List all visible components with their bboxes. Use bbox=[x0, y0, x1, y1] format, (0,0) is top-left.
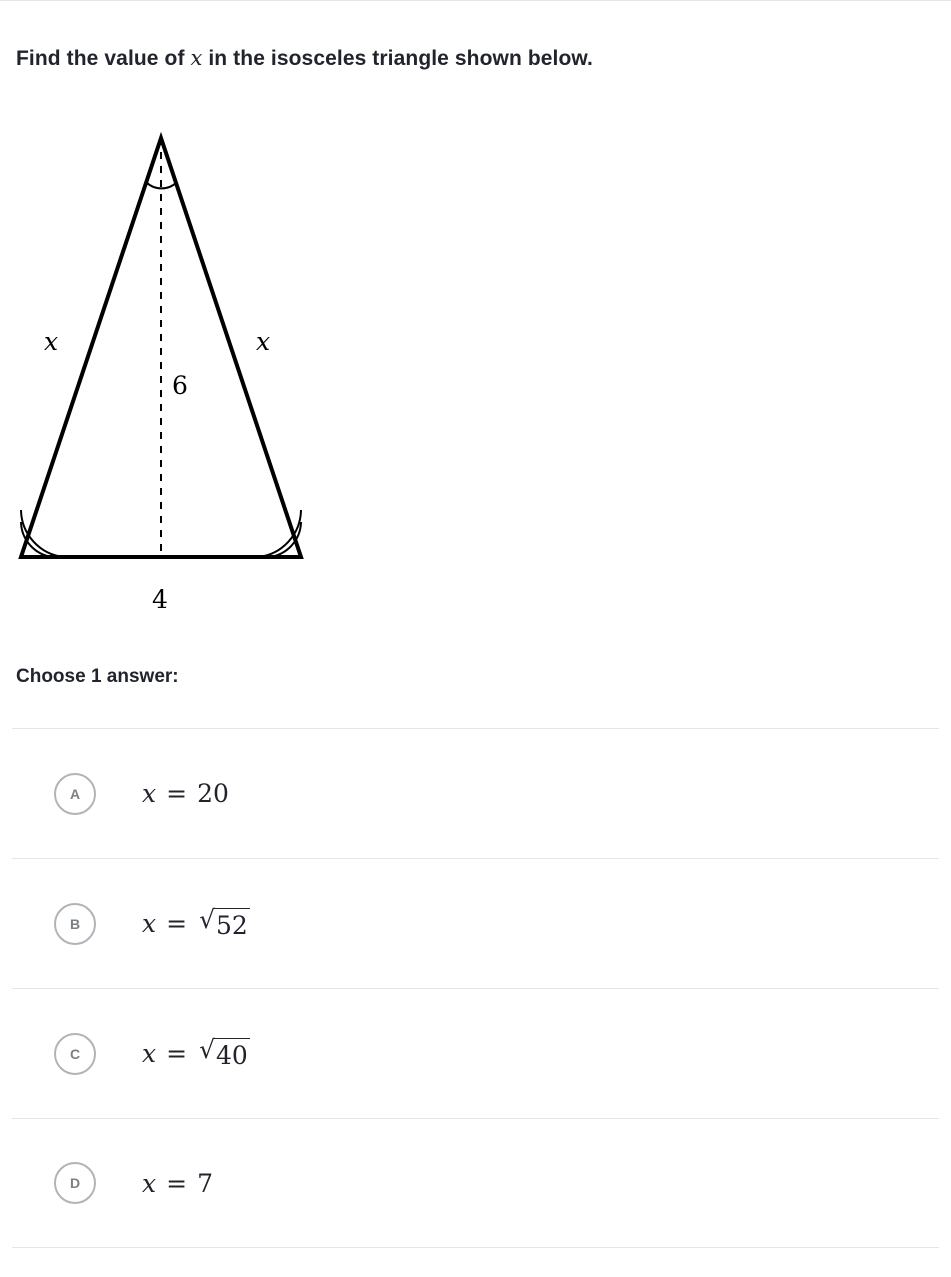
answer-b-value: 52 bbox=[215, 908, 250, 940]
answer-bubble-b[interactable]: B bbox=[54, 903, 96, 945]
triangle-diagram-svg bbox=[0, 120, 420, 620]
answer-a-equals: = bbox=[166, 779, 188, 808]
answer-c-variable: x bbox=[142, 1039, 157, 1068]
question-prompt-variable: x bbox=[190, 46, 203, 70]
choose-answer-label: Choose 1 answer: bbox=[16, 666, 179, 687]
answer-b-radical bbox=[199, 907, 250, 940]
answer-d-equals: = bbox=[166, 1168, 188, 1198]
answer-choice-d[interactable] bbox=[12, 1118, 939, 1248]
answer-choices-list bbox=[12, 728, 939, 1248]
answer-text-b bbox=[142, 907, 250, 940]
answer-bubble-d[interactable]: D bbox=[54, 1162, 96, 1204]
right-base-angle-arc-outer-icon bbox=[258, 510, 301, 557]
left-base-angle-arc-outer-icon bbox=[21, 510, 64, 557]
answer-a-value: 20 bbox=[197, 779, 229, 808]
answer-text-c bbox=[142, 1037, 250, 1070]
right-side-label: x bbox=[256, 327, 271, 356]
answer-b-equals: = bbox=[166, 909, 188, 938]
triangle-figure bbox=[0, 120, 420, 620]
left-side-label: x bbox=[44, 327, 59, 356]
answer-bubble-a[interactable]: A bbox=[54, 773, 96, 815]
answer-choice-b[interactable] bbox=[12, 858, 939, 988]
base-label: 4 bbox=[152, 585, 168, 614]
top-divider bbox=[0, 0, 951, 1]
answer-text-d bbox=[142, 1169, 213, 1198]
answer-b-variable: x bbox=[142, 909, 157, 938]
question-prompt bbox=[16, 46, 593, 71]
answer-c-radical bbox=[199, 1037, 250, 1070]
question-prompt-text-after: in the isosceles triangle shown below. bbox=[202, 47, 593, 70]
answer-text-a bbox=[142, 779, 229, 808]
answer-d-variable: x bbox=[142, 1168, 157, 1198]
answer-choice-c[interactable] bbox=[12, 988, 939, 1118]
answer-d-value: 7 bbox=[197, 1168, 213, 1198]
radical-sign-icon: √ bbox=[199, 1035, 215, 1064]
answer-choice-a[interactable] bbox=[12, 728, 939, 858]
answer-bubble-c[interactable]: C bbox=[54, 1033, 96, 1075]
height-label: 6 bbox=[172, 371, 188, 400]
answer-c-value: 40 bbox=[215, 1038, 250, 1070]
answer-c-equals: = bbox=[166, 1039, 188, 1068]
answer-a-variable: x bbox=[142, 779, 157, 808]
question-prompt-text-before: Find the value of bbox=[16, 47, 191, 70]
radical-sign-icon: √ bbox=[199, 905, 215, 934]
